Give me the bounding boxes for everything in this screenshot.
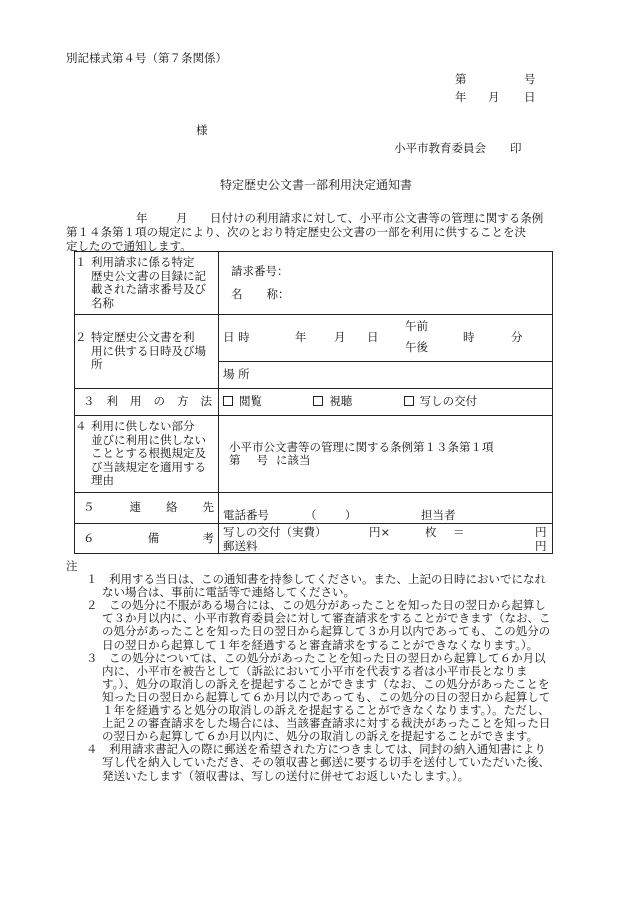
checkbox-icon[interactable]: [223, 396, 233, 406]
option-shichou[interactable]: 視聴: [313, 394, 352, 408]
row2-content: [219, 315, 553, 389]
datetime-label: 日 時: [223, 330, 250, 344]
checkbox-icon[interactable]: [404, 396, 414, 406]
row2-label: ２ 特定歴史公文書を利 用に供する日時及び場 所: [75, 315, 219, 389]
row-request: [75, 252, 553, 315]
ordinance-text: 小平市公文書等の管理に関する条例第１３条第１項: [229, 439, 494, 454]
row4-label: ４ 利用に供しない部分 並びに利用に供しない こととする根拠規定及 び当該規定を適用する 理由: [75, 416, 219, 493]
name-label-b: 称：: [266, 287, 290, 301]
header-go: 号: [524, 72, 536, 86]
row6-content: 写しの交付（実費） 円× 枚 ＝ 円 郵送料 円: [219, 524, 553, 554]
copy-fee-label: 写しの交付（実費）: [223, 524, 327, 539]
row5-label: ５ 連 絡 先: [75, 493, 219, 524]
row4-content: 小平市公文書等の管理に関する条例第１３条第１項 第 号 に該当: [219, 416, 553, 493]
option-copy[interactable]: 写しの交付: [404, 394, 478, 408]
tantou-label: 担当者: [421, 508, 456, 522]
document-title: 特定歴史公文書一部利用決定通知書: [220, 178, 413, 192]
intro-line3: 定したので通知します。: [66, 239, 192, 253]
checkbox-icon[interactable]: [313, 396, 323, 406]
note-3: ３ この処分については、この処分があったことを知った日の翌日から起算して６か月以内に、小平市を被告として（訴訟において小平市を代表する者は小平市長となります。）、処分の取消しの訴えを提起することができます（なお、この処分があったことを知った日の翌日から起算して６か月以内であっても、この処分の日の翌日から起算して１年を経過すると処分の取消しの訴えを提起することができなくなります。）。ただし、上記２の審査請求をした場合には、当該審査請求に対する裁決があったことを知った日の翌日から起算して６か月以内に、処分の取消しの訴えを提起することができます。: [86, 650, 551, 744]
place-label: 場 所: [223, 367, 250, 382]
dt-day: 日: [367, 330, 379, 344]
dt-hour: 時: [463, 330, 475, 344]
dt-am: 午前: [405, 319, 428, 333]
row6-label: ６ 備 考: [75, 524, 219, 554]
header-month: 月: [488, 90, 500, 104]
phone-label: 電話番号: [223, 508, 269, 522]
note-4: ４ 利用請求書記入の際に郵送を希望された方につきましては、同封の納入通知書により写し代を納入していただき、その領収書と郵送に要する切手を送付していただいた後、発送いたします（領収書は、写しの送付に併せてお返しいたします。）。: [86, 742, 551, 783]
notes-section: [66, 559, 554, 783]
row3-label: ３ 利 用 の 方 法: [75, 389, 219, 416]
row-contact: [75, 493, 553, 524]
request-number-label: 請求番号：: [231, 263, 289, 278]
postage-label: 郵送料: [223, 538, 258, 553]
dt-month: 月: [334, 330, 346, 344]
note-1: １ 利用する当日は、この通知書を持参してください。また、上記の日時においでになれない場合は、事前に電話等で連絡してください。: [86, 572, 546, 600]
dt-minute: 分: [511, 330, 523, 344]
addressee-sama: 様: [196, 123, 208, 137]
header-dai: 第: [455, 72, 467, 86]
intro-year: 年: [136, 211, 148, 225]
notes-title: 注: [66, 559, 78, 573]
option-etsuran[interactable]: 閲覧: [223, 394, 262, 408]
issuer-name: 小平市教育委員会: [394, 141, 486, 155]
issuer-seal: 印: [510, 141, 522, 155]
row-remarks: [75, 524, 553, 554]
name-label-a: 名: [231, 287, 243, 301]
intro-month: 月: [176, 211, 188, 225]
row5-content: 電話番号 （ ） 担当者: [219, 493, 553, 524]
intro-line2: 第１４条第１項の規定により、次のとおり特定歴史公文書の一部を利用に供することを決: [66, 225, 526, 239]
row-method: [75, 389, 553, 416]
dt-pm: 午後: [405, 340, 428, 354]
form-label: 別記様式第４号（第７条関係）: [66, 51, 227, 65]
decision-table: [74, 251, 553, 554]
header-day: 日: [524, 90, 536, 104]
row1-content: [219, 252, 553, 315]
note-2: ２ この処分に不服がある場合には、この処分があったことを知った日の翌日から起算して３か月以内に、小平市教育委員会に対して審査請求をすることができます（なお、この処分があったことを知った日の翌日から起算して３か月以内であっても、この処分の日の翌日から起算して１年を経過すると審査請求をすることができなくなります。）。: [86, 598, 551, 652]
row-exclusion: [75, 416, 553, 493]
header-year: 年: [455, 90, 467, 104]
dt-year: 年: [295, 330, 307, 344]
row1-label: １ 利用請求に係る特定 歴史公文書の目録に記 載された請求番号及び 名称: [75, 252, 219, 315]
intro-line1: 日付けの利用請求に対して、小平市公文書等の管理に関する条例: [210, 211, 544, 225]
row3-content: [219, 389, 553, 416]
row-datetime: [75, 315, 553, 389]
